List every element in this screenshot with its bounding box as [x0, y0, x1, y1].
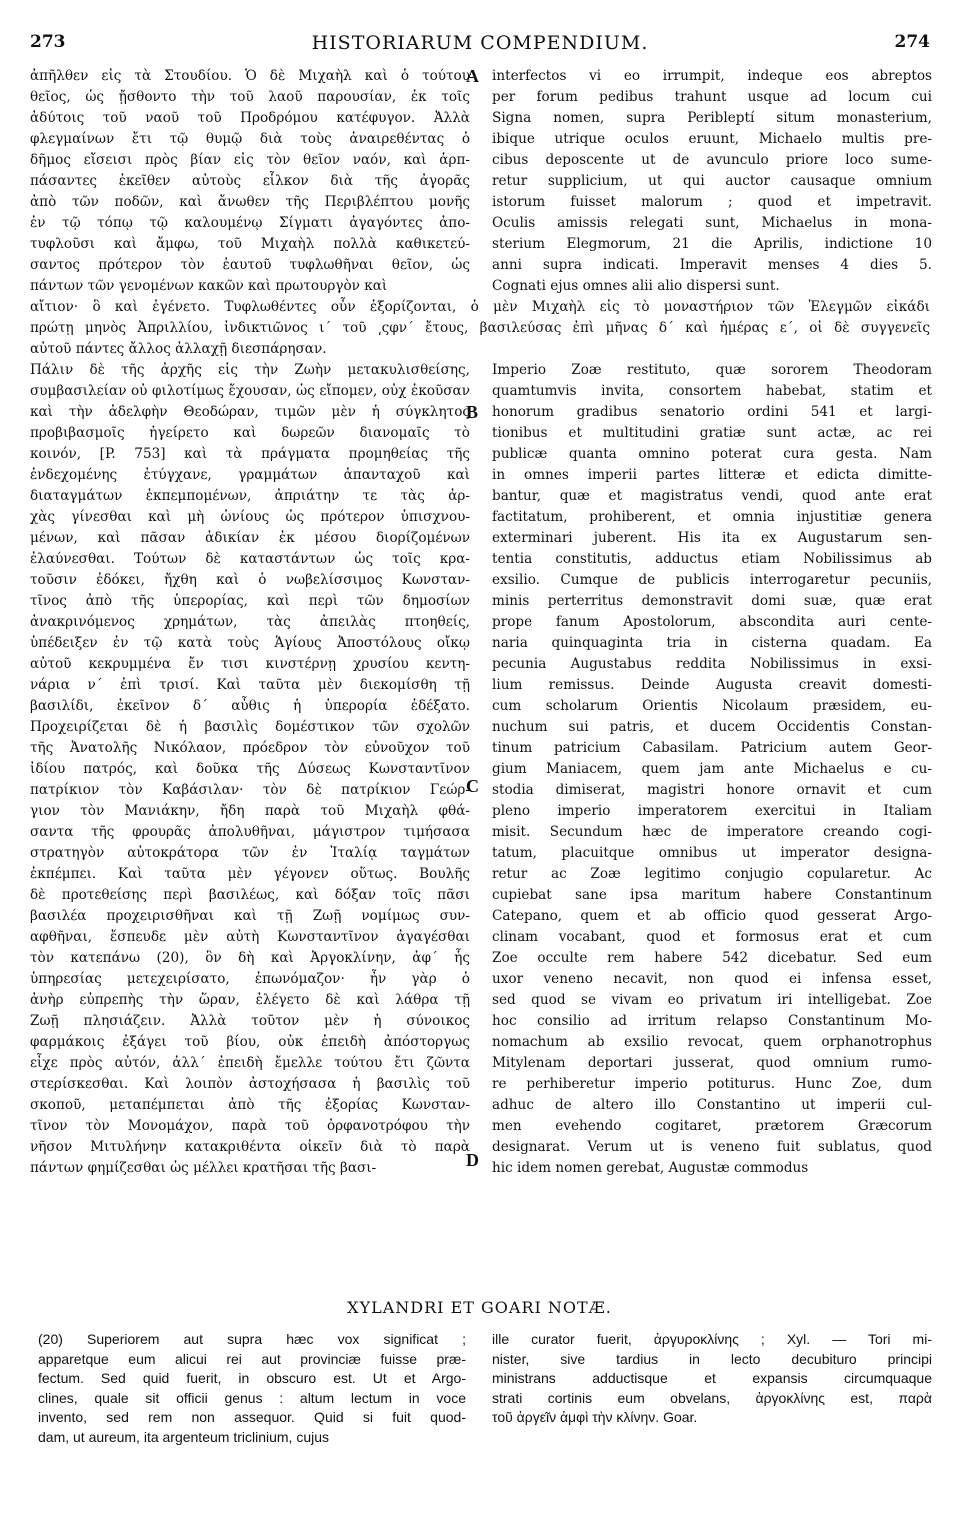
latin-text-line: exsilio. Cumque de publicis interrogaretur pecuniis,: [492, 572, 932, 588]
greek-text-line: Ζωῇ πλησιάζειν. Ἀλλὰ τοῦτον μὲν ἡ σύνοικος: [30, 1013, 470, 1029]
latin-text-line: hic idem nomen gerebat, Augustæ commodus: [492, 1160, 809, 1176]
greek-text-line: τὸν κατεπάνω (20), ὃν δὴ καὶ Ἀργοκλίνην, ἀφ´ ἧς: [30, 950, 470, 966]
latin-text-line: clinam vocabant, quod et formosus erat et cum: [492, 929, 932, 945]
latin-text-line: quamtumvis invita, consortem habebat, statim et: [492, 383, 932, 399]
greek-text-line: πατρίκιον τὸν Καβάσιλαν· τὸν δὲ πατρίκιον Γεώρ-: [30, 782, 470, 798]
greek-text-line: τοῦσιν ἐδόκει, ἤχθη καὶ ὁ νωβελίσσιμος Κωνσταν-: [30, 572, 470, 588]
greek-text-line: σαντος πρότερον τὸν ἑαυτοῦ τυφλωθῆναι θεῖον, ὡς: [30, 257, 470, 273]
latin-text-line: retur supplicium, ut qui auctor causaque omnium: [492, 173, 932, 189]
margin-letter-c: C: [466, 776, 479, 796]
greek-text-line: συμβασιλείαν οὐ φιλοτίμως ἔχουσαν, ὡς εἴπομεν, οὐχ ἑκοῦσαν: [30, 383, 470, 399]
latin-text-line: Signa nomen, supra Peribleptí situm monasterium,: [492, 110, 932, 126]
greek-text-line: δῆμος εἴσεισι πρὸς βίαν εἰς τὸν θεῖον ναόν, καὶ ἁρπ-: [30, 152, 470, 168]
margin-letter-b: B: [466, 402, 479, 422]
note-text-line: (20) Superiorem aut supra hæc vox significat ;: [38, 1331, 466, 1347]
latin-text-line: men evehendo cogitaret, prætorem Græcorum: [492, 1118, 932, 1134]
greek-text-line: βασιλέα προχειρισθῆναι καὶ τῇ Ζωῇ νομίμως συν-: [30, 908, 470, 924]
greek-text-line: ἐν τῷ τόπῳ τῷ καλουμένῳ Σίγματι ἀγαγόντες ἀπο-: [30, 215, 470, 231]
latin-text-line: honorum gradibus senatorio ordini 541 et largi-: [492, 404, 932, 420]
notes-title: XYLANDRI ET GOARI NOTÆ.: [347, 1298, 612, 1317]
note-text-line: clines, quale sit officii genus : altum lectum in voce: [38, 1389, 466, 1406]
note-text-line: ministrans adductisque et expansis circumquaque: [492, 1370, 932, 1386]
greek-text-line: προβιβασμοῖς ἠγείρετο καὶ δωρεῶν διανομαῖς τὸ: [30, 425, 470, 441]
latin-text-line: cupiebat sane ipsa maritum habere Constantinum: [492, 887, 932, 903]
greek-text-line: ἀνακρινόμενος χρημάτων, τὰς ἀπειλὰς πτοηθείς,: [30, 614, 470, 630]
latin-text-line: Cognati ejus omnes alii alio dispersi sunt.: [492, 278, 780, 294]
greek-text-line: Προχειρίζεται δὲ ἡ βασιλὶς δομέστικον τῶν σχολῶν: [30, 719, 470, 735]
margin-letter-a: A: [466, 66, 479, 86]
greek-text-line: ἐνδεχομένης ἐτύγχανε, γραμμάτων ἁπανταχοῦ καὶ: [30, 467, 470, 483]
greek-text-line: χὰς γίνεσθαι καὶ μὴ ὠνίους ὡς πρότερον ὑπισχνου-: [30, 509, 470, 525]
greek-text-line: θεῖος, ὡς ᾔσθοντο τὴν τοῦ λαοῦ παρουσίαν, ἐκ τοῖς: [30, 89, 470, 105]
latin-text-line: Imperio Zoæ restituto, quæ sororem Theodoram: [492, 362, 932, 378]
note-text-line: nister, sive tardius in lecto decubituro principi: [492, 1350, 932, 1367]
latin-text-line: tentia constitutis, adductus etiam Nobilissimus ab: [492, 551, 932, 567]
latin-text-line: per forum pedibus trahunt usque ad locum cui: [492, 89, 932, 105]
greek-text-line: αὐτοῦ κεκρυμμένα ἔν τισι κινστέρνῃ χρυσίου κεντη-: [30, 656, 470, 672]
greek-full-width-passage: [30, 297, 930, 360]
latin-text-line: publicæ quanta omnino poterat cura gesta. Nam: [492, 446, 932, 462]
note-text-line: ille curator fuerit, ἀργυροκλίνης ; Xyl. — Tori mi-: [492, 1331, 932, 1347]
page-header: [30, 32, 930, 62]
greek-text-line: στερίσκεσθαι. Καὶ λοιπὸν ἀστοχήσασα ἡ βασιλὶς τοῦ: [30, 1076, 470, 1092]
latin-text-line: pecunia Augustabus reddita Nobilissimus in exsi-: [492, 656, 932, 672]
greek-text-line: εἶχε πρὸς αὐτόν, ἀλλ´ ἐπειδὴ ἔμελλε τούτου ἔτι ζῶντα: [30, 1055, 470, 1071]
latin-text-line: bantur, quæ et magistratus vendi, quod ante erat: [492, 488, 932, 504]
latin-text-line: tionibus et multitudini gratiæ sunt actæ, ac rei: [492, 425, 932, 441]
greek-text-line: διαταγμάτων ἐκπεμπομένων, ἀπριάτην τε τὰς ἀρ-: [30, 488, 470, 504]
note-text-line: invento, sed rem non assequor. Quid si fuit quod-: [38, 1409, 466, 1425]
latin-text-line: gium Maniacem, quem jam ante Michaelus e cu-: [492, 761, 932, 777]
latin-text-line: cum scholarum Orientis Nicolaum præsidem, eu-: [492, 698, 932, 714]
latin-text-line: Zoe occulte rem habere 542 dicebatur. Sed eum: [492, 950, 932, 966]
latin-text-line: retur ac Zoæ legitimo conjugio copularetur. Ac: [492, 866, 932, 882]
latin-text-line: uxor veneno necavit, non quod ei infensa esset,: [492, 971, 932, 987]
latin-text-line: adhuc de altero illo Constantino ut imperii cul-: [492, 1097, 932, 1113]
note-text-line: apparetque eum alicui rei aut provinciæ fuisse præ-: [38, 1350, 466, 1367]
greek-text-line: αὐτοῦ πάντες ἄλλος ἀλλαχῇ διεσπάρησαν.: [30, 341, 327, 357]
greek-text-line: ὑπηρεσίας μετεχειρίσατο, ἐπωνόμαζον· ἦν γὰρ ὁ: [30, 971, 470, 987]
greek-text-line: ἀπὸ τῶν ποδῶν, καὶ ἄνωθεν τῆς Περιβλέπτου μονῆς: [30, 194, 470, 210]
greek-text-line: πάντων τῶν γενομένων κακῶν καὶ πρωτουργὸν καὶ: [30, 278, 388, 294]
notes-column-left: [38, 1330, 466, 1447]
latin-text-line: anni supra indicati. Imperavit menses 4 dies 5.: [492, 257, 932, 273]
greek-text-line: πρώτῃ μηνὸς Ἀπριλλίου, ἰνδικτιῶνος ι´ τοῦ ͵ςφν´ ἔτους, βασιλεύσας ἐπὶ μῆνας δ´ καὶ ἡμέρας ε´, οἱ δὲ συγγενεῖς: [30, 320, 930, 336]
latin-text-line: hoc consilio ad irritum relapso Constantinum Mo-: [492, 1013, 932, 1029]
greek-text-line: δὲ προτεθείσης περὶ βασιλέως, καὶ δόξαν τοῖς πᾶσι: [30, 887, 470, 903]
notes-column-right: [492, 1330, 932, 1428]
latin-text-line: cibus deposcente ut de avunculo priore loco sume-: [492, 152, 932, 168]
greek-text-line: τῖνον τὸν Μονομάχον, παρὰ τοῦ ὀρφανοτρόφου τὴν: [30, 1118, 470, 1134]
note-text-line: τοῦ ἀργεῖν ἀμφὶ τὴν κλίνην. Goar.: [492, 1409, 698, 1425]
greek-text-line: Πάλιν δὲ τῆς ἀρχῆς εἰς τὴν Ζωὴν μετακυλισθείσης,: [30, 362, 470, 378]
greek-column-top: [30, 66, 470, 297]
greek-text-line: πάντων φημίζεσθαι ὡς μέλλει κρατῆσαι τῆς βασι-: [30, 1160, 377, 1176]
latin-text-line: tatum, placuitque omnibus ut imperator designa-: [492, 845, 932, 861]
greek-text-line: αἴτιον· ὃ καὶ ἐγένετο. Τυφλωθέντες οὖν ἐξορίζονται, ὁ μὲν Μιχαὴλ εἰς τὸ μοναστήριον τῶν Ἐλεγμῶν εἰκάδι: [30, 299, 930, 315]
greek-text-line: ἐλαύνεσθαι. Τούτων δὲ καταστάντων ὡς τοῖς κρα-: [30, 551, 470, 567]
greek-text-line: καὶ τὴν ἀδελφὴν Θεοδώραν, τιμῶν μὲν ἡ σύγκλητος: [30, 404, 470, 420]
greek-text-line: ἀνὴρ εὐπρεπὴς τὴν ὥραν, ἐλέγετο δὲ καὶ λάθρα τῇ: [30, 992, 470, 1008]
latin-text-line: lium remissus. Deinde Augusta creavit domesti-: [492, 677, 932, 693]
latin-text-line: naria quinquaginta tria in cisterna quadam. Ea: [492, 635, 932, 651]
greek-text-line: ὑπέδειξεν ἐν τῷ κατὰ τοὺς Ἁγίους Ἀποστόλους οἴκῳ: [30, 635, 470, 651]
greek-text-line: γιον τὸν Μανιάκην, ἤδη παρὰ τοῦ Μιχαὴλ φθά-: [30, 803, 470, 819]
greek-text-line: κοινόν, [P. 753] καὶ τὰ πράγματα προμηθείας τῆς: [30, 446, 470, 462]
latin-text-line: pleno imperio imperatorem exercitui in Italiam: [492, 803, 932, 819]
page-number-right: 274: [894, 32, 930, 52]
latin-text-line: sed quod se vivam eo privatum iri intelligebat. Zoe: [492, 992, 932, 1008]
latin-text-line: Catepano, quem et ab officio quod gesserat Argo-: [492, 908, 932, 924]
greek-text-line: σκοποῦ, μεταπέμπεται ἀπὸ τῆς ἐξορίας Κωνσταν-: [30, 1097, 470, 1113]
greek-text-line: ἰδίου πατρός, καὶ δοῦκα τῆς Δύσεως Κωνσταντῖνον: [30, 761, 470, 777]
greek-text-line: ἀδύτοις τοῦ ναοῦ τοῦ Προδρόμου κατέφυγον. Ἀλλὰ: [30, 110, 470, 126]
latin-column-top: [492, 66, 932, 297]
note-text-line: fectum. Sed quid fuerit, in obscuro est. Ut et Argo-: [38, 1370, 466, 1386]
latin-text-line: minis perterritus demonstravit domi suæ, quæ erat: [492, 593, 932, 609]
note-text-line: dam, ut aureum, ita argenteum triclinium, cujus: [38, 1428, 330, 1445]
note-text-line: strati cortinis eum obvelans, ἀργοκλίνης est, παρὰ: [492, 1389, 932, 1406]
greek-text-line: σαντα τῆς φρουρᾶς ἀπολυθῆναι, μάγιστρον τιμήσασα: [30, 824, 470, 840]
greek-text-line: νῆσον Μιτυλήνην κατακριθέντα οἰκεῖν διὰ τὸ παρὰ: [30, 1139, 470, 1155]
latin-text-line: factitatum, prohiberent, et omnia injustitiæ genera: [492, 509, 932, 525]
latin-text-line: exterminari juberent. His ita ex Augustarum sen-: [492, 530, 932, 546]
latin-text-line: ibique utrique oculos eruunt, Michaelo multis pre-: [492, 131, 932, 147]
greek-text-line: στρατηγὸν αὐτοκράτορα τῶν ἐν Ἰταλίᾳ ταγμάτων: [30, 845, 470, 861]
greek-text-line: τῖνος ἀπὸ τῆς ὑπερορίας, καὶ περὶ τῶν δημοσίων: [30, 593, 470, 609]
greek-text-line: τῆς Ἀνατολῆς Νικόλαον, πρόεδρον τὸν εὐνοῦχον τοῦ: [30, 740, 470, 756]
greek-text-line: πάσαντες ἐκεῖθεν αὐτοὺς εἷλκον διὰ τῆς ἀγορᾶς: [30, 173, 470, 189]
latin-text-line: interfectos vi eo irrumpit, indeque eos abreptos: [492, 68, 932, 84]
greek-text-line: φλεγμαίνων ἔτι τῷ θυμῷ διὰ τοὺς ἀναιρεθέντας ὁ: [30, 131, 470, 147]
greek-text-line: τυφλοῦσι καὶ ἄμφω, τοῦ Μιχαὴλ πολλὰ καθικετεύ-: [30, 236, 470, 252]
greek-text-line: βασιλίδι, ἐκεῖνον δ´ αὖθις ἡ ὑπερορία ἐδέξατο.: [30, 698, 470, 714]
greek-text-line: μένων, καὶ πᾶσαν ἀδικίαν ἐκ μέσου διορίζομένων: [30, 530, 470, 546]
page-number-left: 273: [30, 32, 66, 52]
latin-text-line: tinum patricium Cabasilam. Patricium autem Geor-: [492, 740, 932, 756]
latin-text-line: istorum fuisset malorum ; quod et impetravit.: [492, 194, 932, 210]
latin-text-line: Mitylenam deportari jusserat, quod omnium rumo-: [492, 1055, 932, 1071]
latin-text-line: prope fanum Apostolorum, abscondita auri cente-: [492, 614, 932, 630]
latin-text-line: in omnes imperii partes litteræ et edicta dimitte-: [492, 467, 932, 483]
latin-text-line: Oculis amissis relegati sunt, Michaelus in mona-: [492, 215, 932, 231]
latin-text-line: nuchum sui patris, et ducem Occidentis Constan-: [492, 719, 932, 735]
running-title: HISTORIARUM COMPENDIUM.: [311, 32, 649, 54]
latin-text-line: stodia dimiserat, magistri honore ornavit et cum: [492, 782, 932, 798]
margin-letter-d: D: [466, 1150, 479, 1170]
latin-text-line: misit. Secundum hæc de imperatore creando cogi-: [492, 824, 932, 840]
greek-text-line: νάρια ν´ ἐπὶ τρισί. Καὶ ταῦτα μὲν διεκομίσθη τῇ: [30, 677, 470, 693]
latin-text-line: sterium Elegmorum, 21 die Aprilis, indictione 10: [492, 236, 932, 252]
greek-text-line: αφθῆναι, ἔσπευδε μὲν αὐτὴ Κωνσταντῖνον ἀγαγέσθαι: [30, 929, 470, 945]
greek-column-bottom: [30, 360, 470, 1179]
latin-column-bottom: [492, 360, 932, 1179]
latin-text-line: designarat. Verum ut is veneno fuit sublatus, quod: [492, 1139, 932, 1155]
greek-text-line: ἐκπέμπει. Καὶ ταῦτα μὲν γέγονεν οὕτως. Βουλῆς: [30, 866, 470, 882]
greek-text-line: φαρμάκοις ἐξάγει τοῦ βίου, οὐκ ἐπειδὴ ἀπόστοργως: [30, 1034, 470, 1050]
latin-text-line: re perhiberetur imperio potiturus. Hunc Zoe, dum: [492, 1076, 932, 1092]
greek-text-line: ἀπῆλθεν εἰς τὰ Στουδίου. Ὁ δὲ Μιχαὴλ καὶ ὁ τούτου: [30, 68, 470, 84]
latin-text-line: nomachum ab exsilio revocat, quem orphanotrophus: [492, 1034, 932, 1050]
